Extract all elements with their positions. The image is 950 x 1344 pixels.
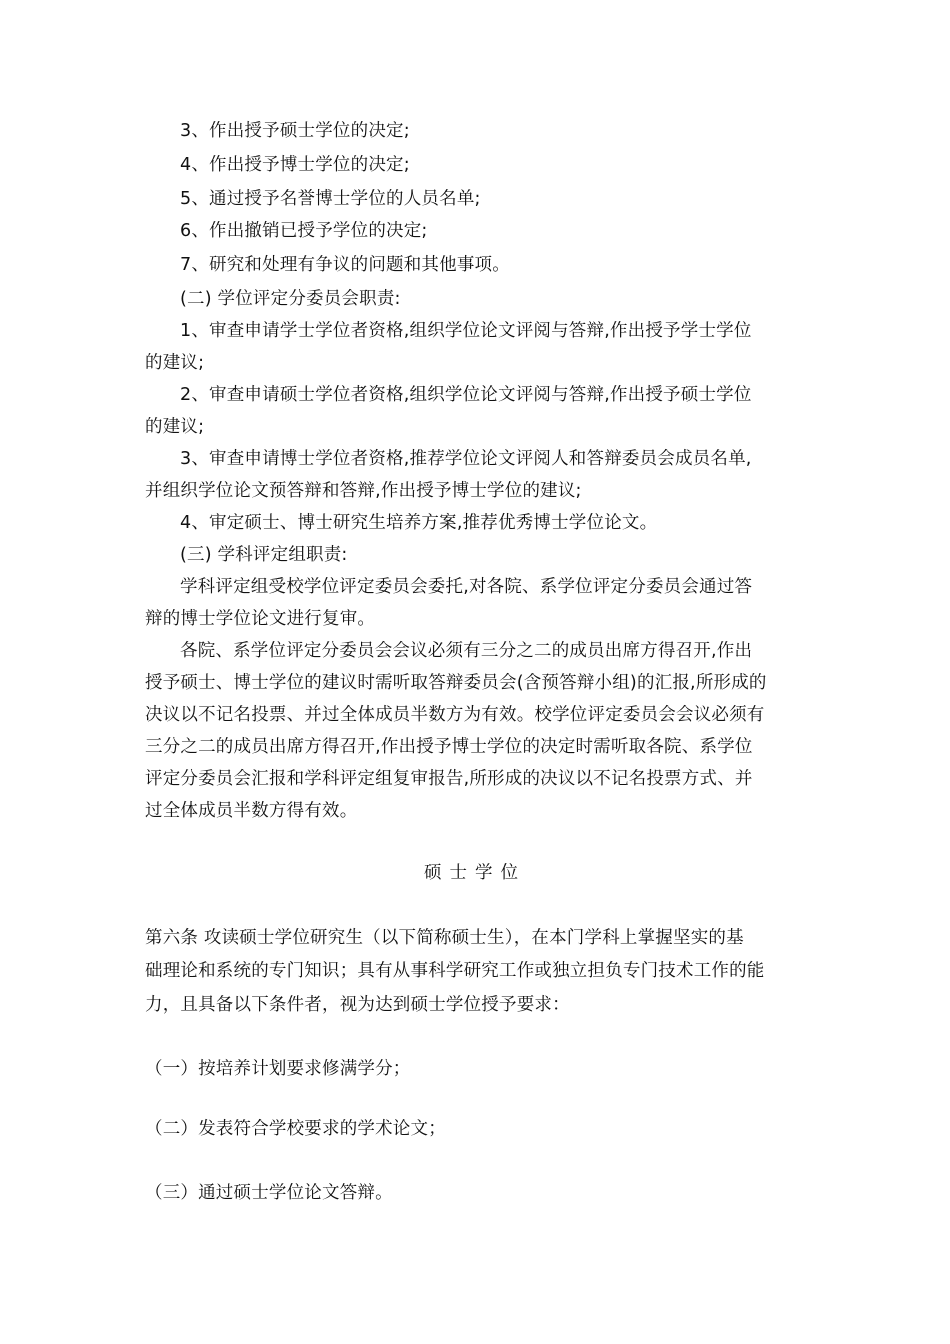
section-c-para-line-2: 辩的博士学位论文进行复审。 (145, 609, 376, 629)
article-6-line-2: 础理论和系统的专门知识；具有从事科学研究工作或独立担负专门技术工作的能 (145, 961, 765, 981)
section-b-item-2-line-1: 2、审查申请硕士学位者资格,组织学位论文评阅与答辩,作出授予硕士学位 (180, 385, 752, 405)
condition-3: （三）通过硕士学位论文答辩。 (145, 1183, 393, 1203)
rules-para-line-6: 过全体成员半数方得有效。 (145, 801, 358, 821)
section-c-title: (三) 学科评定组职责: (180, 545, 348, 565)
section-b-item-3-line-1: 3、审查申请博士学位者资格,推荐学位论文评阅人和答辩委员会成员名单, (180, 449, 752, 469)
duty-item-7: 7、研究和处理有争议的问题和其他事项。 (180, 255, 510, 275)
duty-item-5: 5、通过授予名誉博士学位的人员名单; (180, 189, 481, 209)
duty-item-3: 3、作出授予硕士学位的决定; (180, 121, 410, 141)
article-6-line-3: 力，且具备以下条件者，视为达到硕士学位授予要求： (145, 995, 570, 1015)
section-b-item-2-line-2: 的建议; (145, 417, 205, 437)
rules-para-line-5: 评定分委员会汇报和学科评定组复审报告,所形成的决议以不记名投票方式、并 (145, 769, 753, 789)
section-b-item-1-line-2: 的建议; (145, 353, 205, 373)
duty-item-4: 4、作出授予博士学位的决定; (180, 155, 410, 175)
rules-para-line-4: 三分之二的成员出席方得召开,作出授予博士学位的决定时需听取各院、系学位 (145, 737, 753, 757)
section-b-item-3-line-2: 并组织学位论文预答辩和答辩,作出授予博士学位的建议; (145, 481, 582, 501)
section-b-title: (二) 学位评定分委员会职责: (180, 289, 401, 309)
rules-para-line-2: 授予硕士、博士学位的建议时需听取答辩委员会(含预答辩小组)的汇报,所形成的 (145, 673, 767, 693)
rules-para-line-3: 决议以不记名投票、并过全体成员半数方为有效。校学位评定委员会会议必须有 (145, 705, 765, 725)
article-6-line-1: 第六条 攻读硕士学位研究生（以下简称硕士生），在本门学科上掌握坚实的基 (145, 928, 744, 948)
duty-item-6: 6、作出撤销已授予学位的决定; (180, 221, 428, 241)
masters-degree-heading: 硕士学位 (424, 863, 526, 883)
condition-2: （二）发表符合学校要求的学术论文； (145, 1119, 446, 1139)
section-b-item-1-line-1: 1、审查申请学士学位者资格,组织学位论文评阅与答辩,作出授予学士学位 (180, 321, 752, 341)
condition-1: （一）按培养计划要求修满学分； (145, 1059, 411, 1079)
rules-para-line-1: 各院、系学位评定分委员会会议必须有三分之二的成员出席方得召开,作出 (180, 641, 753, 661)
section-c-para-line-1: 学科评定组受校学位评定委员会委托,对各院、系学位评定分委员会通过答 (180, 577, 753, 597)
section-b-item-4: 4、审定硕士、博士研究生培养方案,推荐优秀博士学位论文。 (180, 513, 658, 533)
